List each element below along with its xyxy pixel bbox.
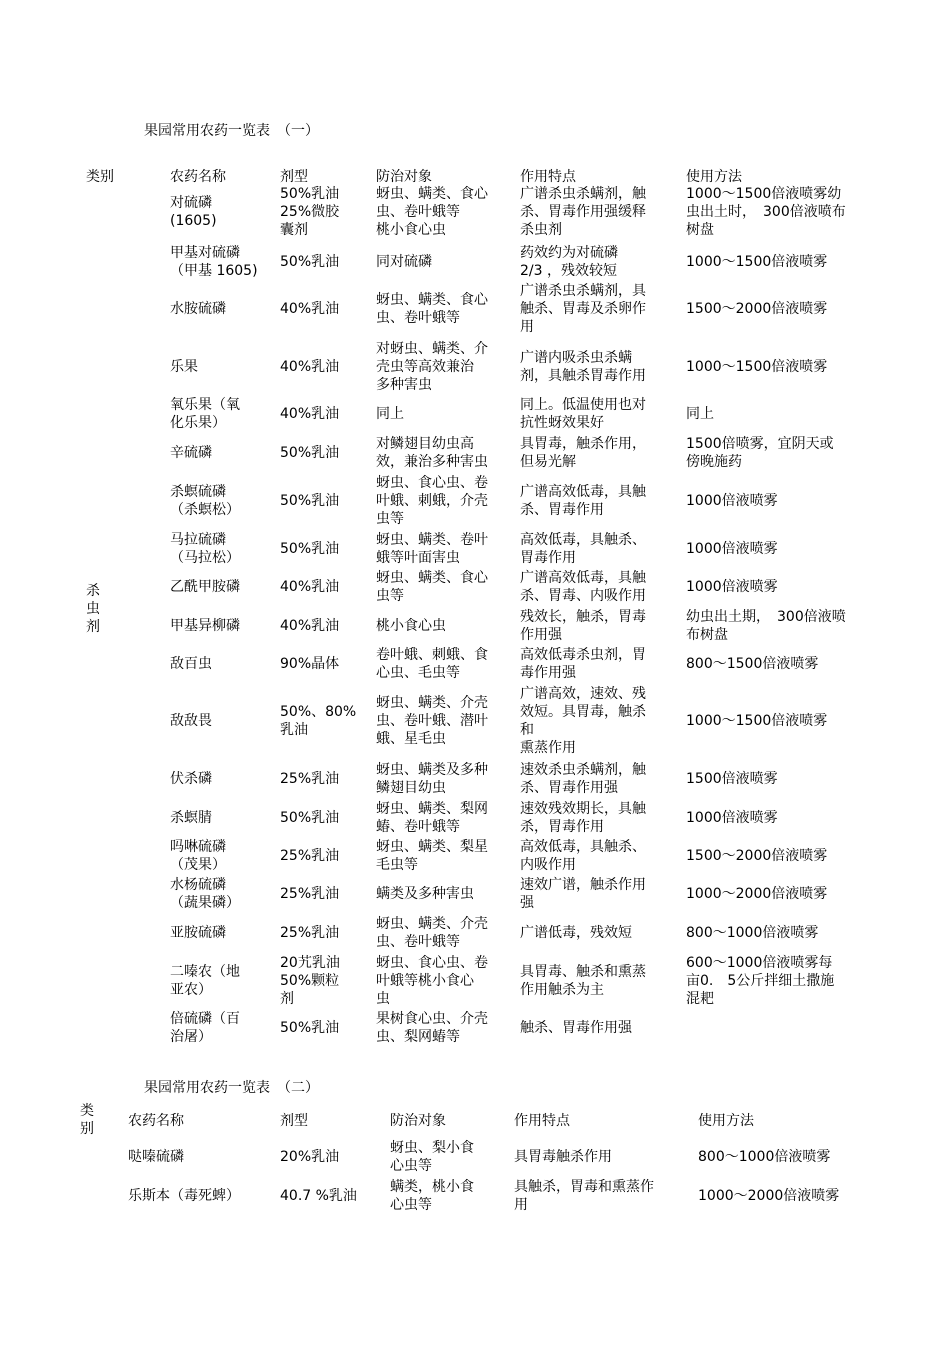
table1-row-2-name: 甲基对硫磷 （甲基 1605) — [170, 245, 258, 279]
table1-row-2-target: 同对硫磷 — [376, 254, 432, 270]
table2-header-category: 类 别 — [80, 1103, 94, 1137]
table2-title: 果园常用农药一览表 （二） — [144, 1080, 319, 1096]
table1-row-4-feature: 广谱内吸杀虫杀螨 剂，具触杀胃毒作用 — [520, 350, 646, 384]
table1-row-8-feature: 高效低毒，具触杀、 胃毒作用 — [520, 532, 646, 566]
table2-row-2-feature: 具触杀，胃毒和熏蒸作 用 — [514, 1179, 654, 1213]
table1-row-12-form: 50%、80% 乳油 — [280, 704, 357, 738]
table1-row-18-name: 二嗪农（地 亚农） — [170, 964, 240, 998]
table1-row-12-target: 蚜虫、螨类、介壳 虫、卷叶蛾、潜叶 蛾、星毛虫 — [376, 695, 488, 747]
table1-row-11-name: 敌百虫 — [170, 656, 212, 672]
table1-row-13-target: 蚜虫、螨类及多种 鳞翅目幼虫 — [376, 762, 488, 796]
table1-row-13-feature: 速效杀虫杀螨剂，触 杀、胃毒作用强 — [520, 762, 646, 796]
table1-row-10-usage: 幼虫出土期， 300倍液喷 布树盘 — [686, 609, 846, 643]
table1-row-10-name: 甲基异柳磷 — [170, 618, 240, 634]
table2-row-2-usage: 1000～2000倍液喷雾 — [698, 1188, 840, 1204]
table1-row-4-usage: 1000～1500倍液喷雾 — [686, 359, 828, 375]
table1-row-3-feature: 广谱杀虫杀螨剂，具 触杀、胃毒及杀卵作 用 — [520, 283, 646, 335]
table1-row-15-usage: 1500～2000倍液喷雾 — [686, 848, 828, 864]
table1-row-3-form: 40%乳油 — [280, 301, 340, 317]
table1-row-19-name: 倍硫磷（百 治屠） — [170, 1011, 240, 1045]
table1-row-11-form: 90%晶体 — [280, 656, 340, 672]
table1-row-16-target: 螨类及多种害虫 — [376, 886, 474, 902]
table2-header-usage: 使用方法 — [698, 1113, 754, 1129]
table1-row-3-usage: 1500～2000倍液喷雾 — [686, 301, 828, 317]
category-label: 杀 虫 剂 — [86, 583, 100, 635]
table1-row-3-name: 水胺硫磷 — [170, 301, 226, 317]
table1-row-18-usage: 600～1000倍液喷雾每 亩0. 5公斤拌细土撒施 混耙 — [686, 955, 835, 1007]
table2-row-1-target: 蚜虫、梨小食 心虫等 — [390, 1140, 474, 1174]
table1-row-7-form: 50%乳油 — [280, 493, 340, 509]
table2-header-target: 防治对象 — [390, 1113, 446, 1129]
table1-row-18-form: 20艽乳油 50%颗粒 剂 — [280, 955, 340, 1007]
table1-row-2-feature: 药效约为对硫磷 2/3 ，残效较短 — [520, 245, 618, 279]
table1-row-2-usage: 1000～1500倍液喷雾 — [686, 254, 828, 270]
table1-row-9-target: 蚜虫、螨类、食心 虫等 — [376, 570, 488, 604]
table2-row-1-feature: 具胃毒触杀作用 — [514, 1149, 612, 1165]
table1-row-7-name: 杀螟硫磷 （杀螟松） — [170, 484, 240, 518]
table1-row-4-name: 乐果 — [170, 359, 198, 375]
table1-row-8-usage: 1000倍液喷雾 — [686, 541, 778, 557]
table1-row-17-form: 25%乳油 — [280, 925, 340, 941]
table1-row-15-target: 蚜虫、螨类、梨星 毛虫等 — [376, 839, 488, 873]
table1-row-11-feature: 高效低毒杀虫剂，胃 毒作用强 — [520, 647, 646, 681]
table1-row-8-form: 50%乳油 — [280, 541, 340, 557]
table1-row-15-name: 吗啉硫磷 （茂果） — [170, 839, 226, 873]
table1-row-14-target: 蚜虫、螨类、梨网 蝽、卷叶蛾等 — [376, 801, 488, 835]
table1-row-10-form: 40%乳油 — [280, 618, 340, 634]
table1-row-5-usage: 同上 — [686, 406, 714, 422]
table1-row-15-feature: 高效低毒，具触杀、 内吸作用 — [520, 839, 646, 873]
table1-row-5-target: 同上 — [376, 406, 404, 422]
table1-row-16-name: 水杨硫磷 （蔬果磷） — [170, 877, 240, 911]
table1-row-1-name: 对硫磷 (1605) — [170, 195, 217, 229]
table1-row-4-target: 对蚜虫、螨类、介 壳虫等高效兼治 多种害虫 — [376, 341, 488, 393]
table1-row-19-target: 果树食心虫、介壳 虫、梨网蝽等 — [376, 1011, 488, 1045]
header-form: 剂型 — [280, 169, 308, 185]
table1-row-9-form: 40%乳油 — [280, 579, 340, 595]
table1-row-18-target: 蚜虫、食心虫、卷 叶蛾等桃小食心 虫 — [376, 955, 488, 1007]
table2-header-feature: 作用特点 — [514, 1113, 570, 1129]
table2-row-1-usage: 800～1000倍液喷雾 — [698, 1149, 831, 1165]
table2-row-1-name: 哒嗪硫磷 — [128, 1149, 184, 1165]
table1-row-6-form: 50%乳油 — [280, 445, 340, 461]
table1-row-10-feature: 残效长，触杀，胃毒 作用强 — [520, 609, 646, 643]
header-name: 农药名称 — [170, 169, 226, 185]
table1-row-15-form: 25%乳油 — [280, 848, 340, 864]
table1-row-4-form: 40%乳油 — [280, 359, 340, 375]
table1-row-7-target: 蚜虫、食心虫、卷 叶蛾、刺蛾，介壳 虫等 — [376, 475, 488, 527]
table1-row-17-name: 亚胺硫磷 — [170, 925, 226, 941]
header-feature: 作用特点 — [520, 169, 576, 185]
table1-row-12-name: 敌敌畏 — [170, 713, 212, 729]
table1-row-19-form: 50%乳油 — [280, 1020, 340, 1036]
table1-row-12-feature: 广谱高效，速效、残 效短。具胃毒，触杀 和 熏蒸作用 — [520, 686, 646, 756]
table1-row-1-target: 蚜虫、螨类、食心 虫、卷叶蛾等 桃小食心虫 — [376, 186, 488, 238]
table1-row-2-form: 50%乳油 — [280, 254, 340, 270]
header-target: 防治对象 — [376, 169, 432, 185]
table1-row-10-target: 桃小食心虫 — [376, 618, 446, 634]
table1-row-6-target: 对鳞翅目幼虫高 效，兼治多种害虫 — [376, 436, 488, 470]
table1-row-5-feature: 同上。低温使用也对 抗性蚜效果好 — [520, 397, 646, 431]
table1-row-1-feature: 广谱杀虫杀螨剂，触 杀、胃毒作用强缓释 杀虫剂 — [520, 186, 646, 238]
table2-header-name: 农药名称 — [128, 1113, 184, 1129]
table1-row-14-name: 杀螟腈 — [170, 810, 212, 826]
table1-row-16-feature: 速效广谱，触杀作用 强 — [520, 877, 646, 911]
table1-row-9-feature: 广谱高效低毒，具触 杀、胃毒、内吸作用 — [520, 570, 646, 604]
table1-row-17-feature: 广谱低毒，残效短 — [520, 925, 632, 941]
table1-row-13-form: 25%乳油 — [280, 771, 340, 787]
table1-row-7-usage: 1000倍液喷雾 — [686, 493, 778, 509]
table1-row-6-feature: 具胃毒，触杀作用， 但易光解 — [520, 436, 646, 470]
table1-row-12-usage: 1000～1500倍液喷雾 — [686, 713, 828, 729]
table1-row-1-usage: 1000～1500倍液喷雾幼 虫出土时， 300倍液喷布 树盘 — [686, 186, 846, 238]
table1-row-14-usage: 1000倍液喷雾 — [686, 810, 778, 826]
table1-row-14-form: 50%乳油 — [280, 810, 340, 826]
table1-row-7-feature: 广谱高效低毒，具触 杀、胃毒作用 — [520, 484, 646, 518]
table1-row-16-usage: 1000～2000倍液喷雾 — [686, 886, 828, 902]
table2-row-2-form: 40.7 %乳油 — [280, 1188, 357, 1204]
table1-row-16-form: 25%乳油 — [280, 886, 340, 902]
table1-row-9-name: 乙酰甲胺磷 — [170, 579, 240, 595]
table2-header-form: 剂型 — [280, 1113, 308, 1129]
table1-row-6-name: 辛硫磷 — [170, 445, 212, 461]
table1-row-11-usage: 800～1500倍液喷雾 — [686, 656, 819, 672]
table1-row-18-feature: 具胃毒、触杀和熏蒸 作用触杀为主 — [520, 964, 646, 998]
table1-row-5-name: 氧乐果（氧 化乐果） — [170, 397, 240, 431]
header-usage: 使用方法 — [686, 169, 742, 185]
table1-title: 果园常用农药一览表 （一） — [144, 123, 319, 139]
table1-row-17-target: 蚜虫、螨类、介壳 虫、卷叶蛾等 — [376, 916, 488, 950]
table1-row-5-form: 40%乳油 — [280, 406, 340, 422]
table1-row-19-feature: 触杀、胃毒作用强 — [520, 1020, 632, 1036]
table1-row-8-name: 马拉硫磷 （马拉松） — [170, 532, 240, 566]
table2-row-2-target: 螨类，桃小食 心虫等 — [390, 1179, 474, 1213]
table1-row-11-target: 卷叶蛾、刺蛾、食 心虫、毛虫等 — [376, 647, 488, 681]
table1-row-17-usage: 800～1000倍液喷雾 — [686, 925, 819, 941]
table1-row-13-usage: 1500倍液喷雾 — [686, 771, 778, 787]
table1-row-8-target: 蚜虫、螨类、卷叶 蛾等叶面害虫 — [376, 532, 488, 566]
table2-row-1-form: 20%乳油 — [280, 1149, 340, 1165]
table1-row-6-usage: 1500倍喷雾，宜阴天或 傍晚施药 — [686, 436, 834, 470]
table1-row-9-usage: 1000倍液喷雾 — [686, 579, 778, 595]
header-category: 类别 — [86, 169, 114, 185]
table1-row-3-target: 蚜虫、螨类、食心 虫、卷叶蛾等 — [376, 292, 488, 326]
table1-row-14-feature: 速效残效期长，具触 杀，胃毒作用 — [520, 801, 646, 835]
table1-row-1-form: 50%乳油 25%微胶 囊剂 — [280, 186, 340, 238]
table2-row-2-name: 乐斯本（毒死蜱） — [128, 1188, 240, 1204]
table1-row-13-name: 伏杀磷 — [170, 771, 212, 787]
